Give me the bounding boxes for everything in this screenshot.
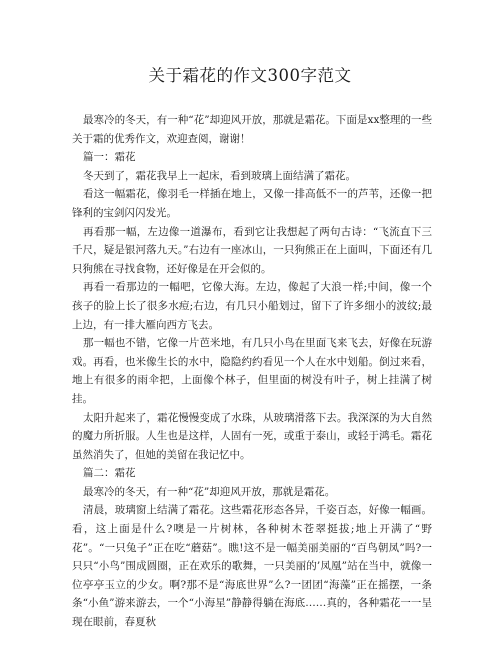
paragraph: 看这一幅霜花，像羽毛一样插在地上，又像一排高低不一的芦苇，还像一把锋利的宝剑闪闪发光。 — [72, 188, 432, 219]
paragraph: 最寒冷的冬天，有一种“花”却迎风开放，那就是霜花。下面是xx整理的一些关于霜的优秀作文，欢迎查阅，谢谢！ — [72, 114, 432, 145]
document-title: 关于霜花的作文300字范文 — [148, 66, 352, 85]
section-heading: 篇二：霜花 — [83, 467, 136, 480]
paragraph: 再看那一幅，左边像一道瀑布，看到它让我想起了两句古诗：“飞流直下三千尺，疑是银河落九天。”右边有一座冰山，一只狗熊正在上面叫，下面还有几只狗熊在寻找食物，还好像是在开会似的。 — [72, 225, 432, 275]
paragraph: 冬天到了，霜花我早上一起床，看到玻璃上面结满了霜花。 — [83, 169, 356, 182]
document-body — [72, 111, 432, 632]
paragraph: 再看一看那边的一幅吧，它像大海。左边，像起了大浪一样;中间，像一个孩子的脸上长了很多水痘;右边，有几只小船划过，留下了许多细小的波纹;最上边，有一排大雁向西方飞去。 — [72, 281, 432, 331]
paragraph: 清晨，玻璃窗上结满了霜花。这些霜花形态各异，千姿百态，好像一幅画。看，这上面是什么?噢是一片树林，各种树木苍翠挺拔;地上开满了“野花”。“一只兔子”正在吃“蘑菇”。瞧!这不是一幅美丽美丽的“百鸟朝凤”吗?一只只“小鸟”围成圆圈，正在欢乐的歌舞，一只美丽的’凤凰”站在当中，就像一位亭亭玉立的少女。啊?那不是“海底世界”么?一团团“海藻”正在摇摆，一条条“小鱼”游来游去，一个“小海星”静静得躺在海底……真的，各种霜花一一呈现在眼前，春夏秋 — [72, 504, 432, 629]
section-heading: 篇一：霜花 — [83, 151, 136, 164]
paragraph: 最寒冷的冬天，有一种“花”却迎风开放，那就是霜花。 — [83, 485, 336, 498]
paragraph: 那一幅也不错，它像一片芭米地，有几只小鸟在里面飞来飞去，好像在玩游戏。再看，也米像生长的水中，隐隐约约看见一个人在水中划船。倒过来看，地上有很多的雨伞把，上面像个林子，但里面的树没有叶子，树上挂满了树挂。 — [72, 337, 432, 405]
paragraph: 太阳升起来了，霜花慢慢变成了水珠，从玻璃滑落下去。我深深的为大自然的魔力所折服。人生也是这样，人固有一死，或重于泰山，或轻于鸿毛。霜花虽然消失了，但她的美留在我记忆中。 — [72, 411, 432, 461]
